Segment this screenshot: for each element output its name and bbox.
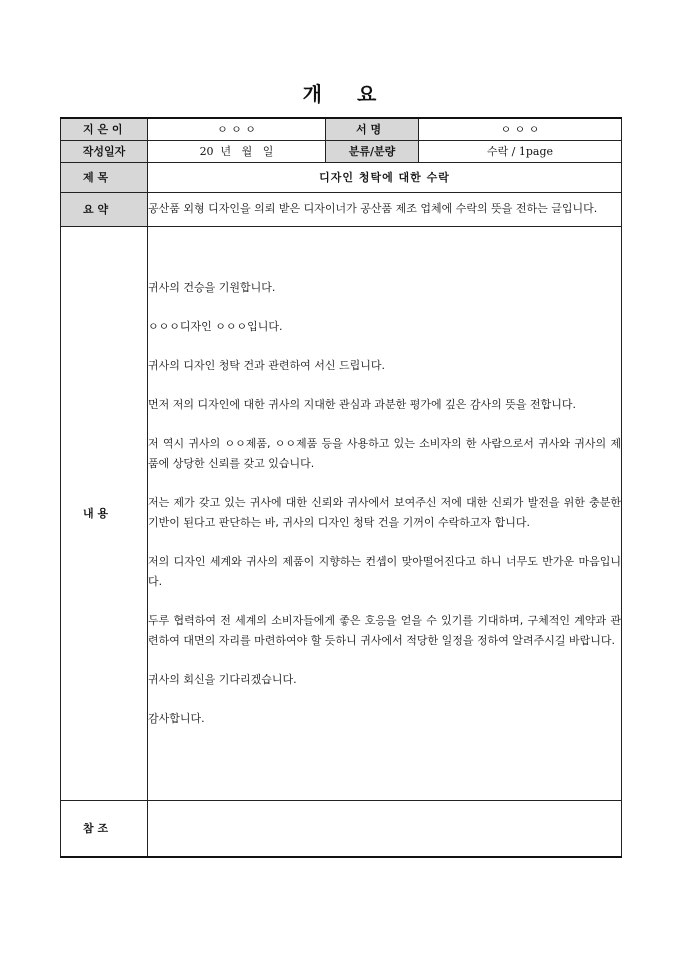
date-value: 20 년 월 일 [148,140,326,162]
reference-value [148,800,622,857]
summary-row [61,192,622,226]
document-title [0,78,680,107]
date-label: 작성일자 [61,140,148,162]
summary-value: 공산품 외형 디자인을 의뢰 받은 디자이너가 공산품 제조 업체에 수락의 뜻을 전하는 글입니다. [148,192,622,226]
document-title-char-1: 개 [302,82,323,106]
content-row [61,226,622,800]
content-paragraph: 저의 디자인 세계와 귀사의 제품이 지향하는 컨셉이 맞아떨어진다고 하니 너무도 반가운 마음입니다. [148,555,621,588]
content-paragraph: 두루 협력하여 전 세계의 소비자들에게 좋은 호응을 얻을 수 있기를 기대하며, 구체적인 계약과 관련하여 대면의 자리를 마련하여야 할 듯하니 귀사에서 적당한 일정을 정하여 알려주시길 바랍니다. [148,614,621,647]
author-label: 지 은 이 [61,118,148,140]
author-value: ㅇ ㅇ ㅇ [148,118,326,140]
reference-row [61,800,622,857]
content-paragraph: ㅇㅇㅇ디자인 ㅇㅇㅇ입니다. [148,320,283,333]
content-paragraph: 귀사의 회신을 기다리겠습니다. [148,673,297,686]
date-row [61,140,622,162]
content-paragraph: 저 역시 귀사의 ㅇㅇ제품, ㅇㅇ제품 등을 사용하고 있는 소비자의 한 사람으로서 귀사와 귀사의 제품에 상당한 신뢰를 갖고 있습니다. [148,437,621,470]
signature-label: 서 명 [326,118,419,140]
category-label: 분류/분량 [326,140,419,162]
reference-label: 참 조 [61,800,148,857]
signature-value: ㅇ ㅇ ㅇ [419,118,622,140]
subject-row [61,162,622,192]
summary-sheet [60,117,622,858]
author-row [61,118,622,140]
content-paragraph: 귀사의 건승을 기원합니다. [148,281,276,294]
content-paragraph: 저는 제가 갖고 있는 귀사에 대한 신뢰와 귀사에서 보여주신 저에 대한 신뢰가 발전을 위한 충분한 기반이 된다고 판단하는 바, 귀사의 디자인 청탁 건을 기꺼이 수락하고자 합니다. [148,496,621,529]
content-paragraph: 귀사의 디자인 청탁 건과 관련하여 서신 드립니다. [148,359,385,372]
content-paragraph: 먼저 저의 디자인에 대한 귀사의 지대한 관심과 과분한 평가에 깊은 감사의 뜻을 전합니다. [148,398,576,411]
content-label: 내 용 [61,226,148,800]
content-body [148,226,622,800]
summary-label: 요 약 [61,192,148,226]
content-paragraph: 감사합니다. [148,712,205,725]
document-title-char-2: 요 [357,82,378,106]
category-value: 수락 / 1page [419,140,622,162]
subject-label: 제 목 [61,162,148,192]
subject-value: 디자인 청탁에 대한 수락 [148,162,622,192]
